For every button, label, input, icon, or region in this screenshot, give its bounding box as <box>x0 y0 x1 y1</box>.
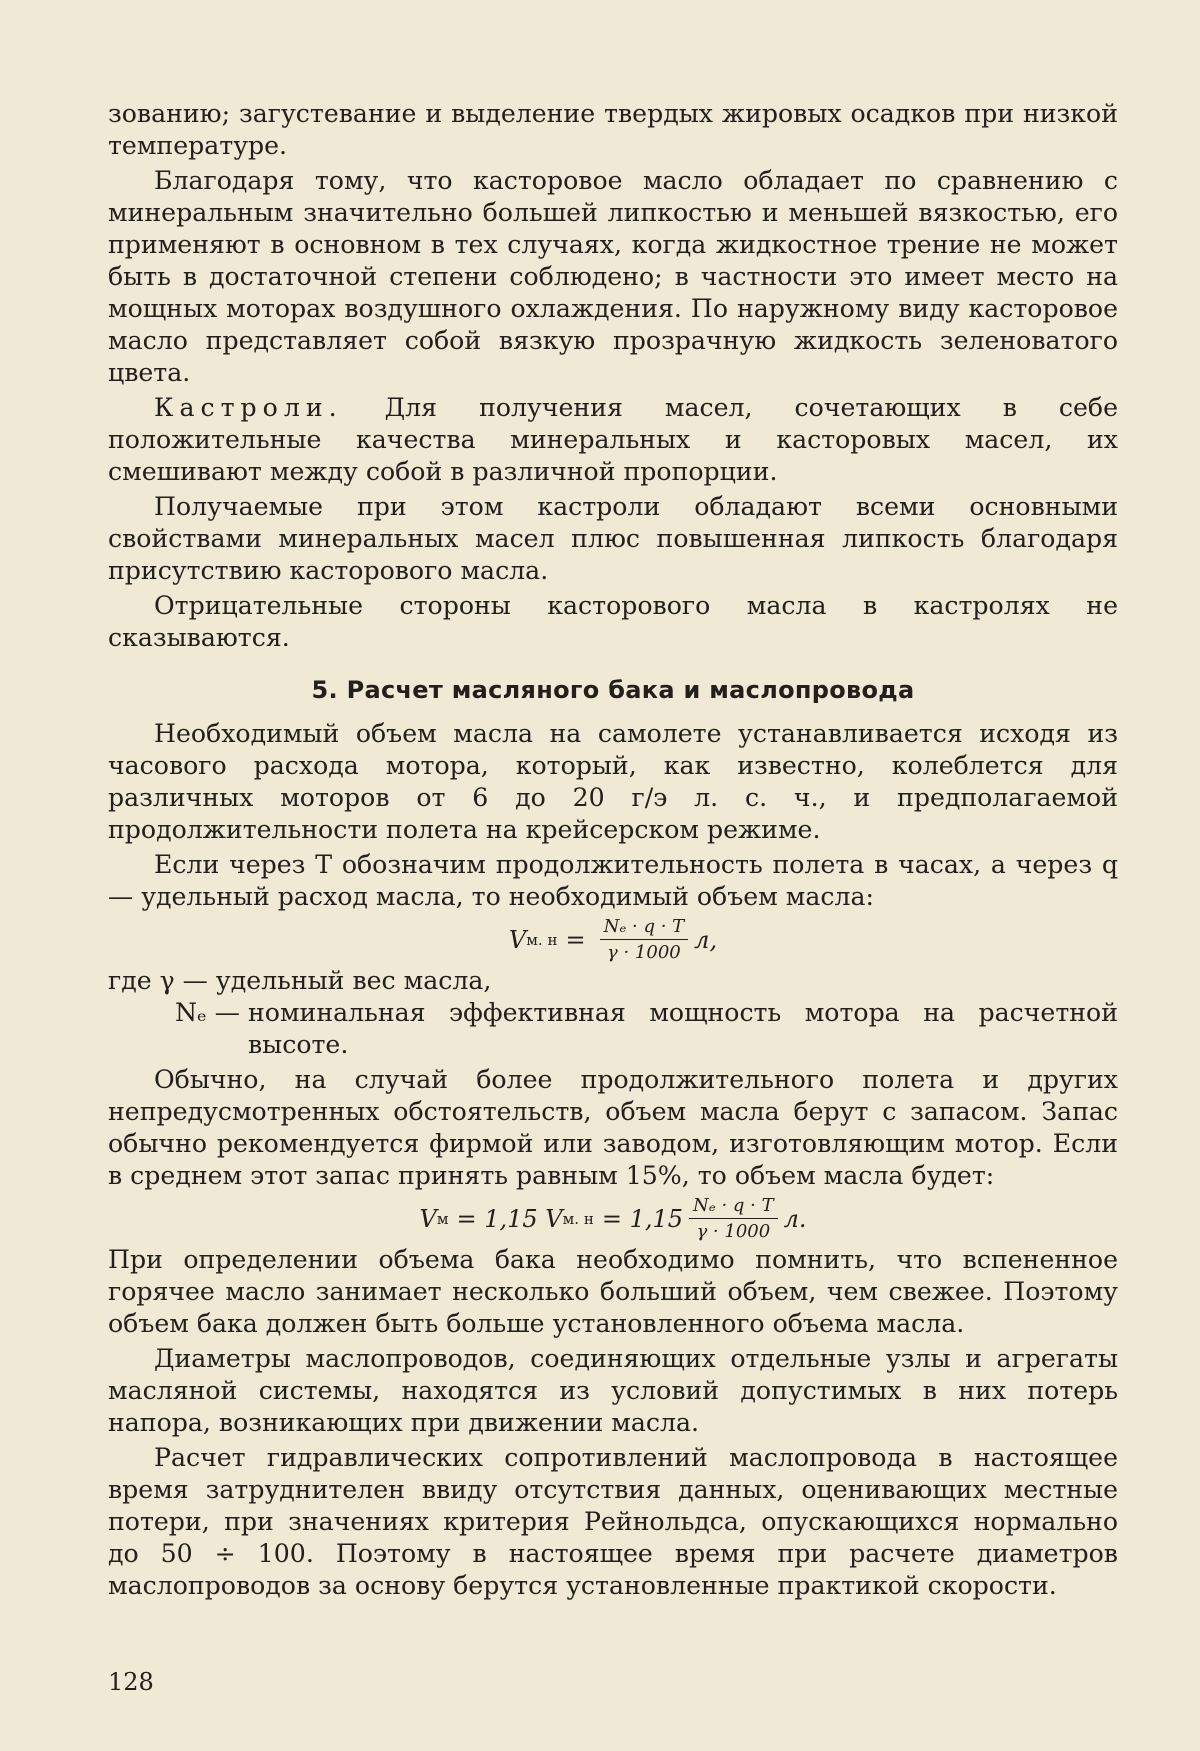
formula2-lhs-sub: м <box>436 1209 449 1228</box>
formula2-fraction <box>689 1195 778 1242</box>
where-desc: номинальная эффективная мощность мотора на расчетной высоте. <box>248 998 1118 1059</box>
where-list <box>108 965 1118 1061</box>
paragraph-castor-oil: Благодаря тому, что касторовое масло обладает по сравнению с минеральным значительно большей липкостью и меньшей вязкостью, его применяют в основном в тех случаях, когда жидкостное трение не может быть в достаточной степени соблюдено; в частности это имеет место на мощных моторах воздушного охлаждения. По наружному виду касторовое масло представляет собой вязкую прозрачную жидкость зеленоватого цвета. <box>108 166 1118 387</box>
section-title: 5. Расчет масляного бака и маслопровода <box>311 676 915 704</box>
paragraph-negative-sides: Отрицательные стороны касторового масла в кастролях не сказываются. <box>108 591 1118 652</box>
paragraph-usually: Обычно, на случай более продолжительного полета и других непредусмотренных обстоятельств, объем масла берут с запасом. Запас обычно рекомендуется фирмой или заводом, изготовляющим мотор. Если в среднем этот запас принять равным 15%, то объем масла будет: <box>108 1065 1118 1190</box>
paragraph-foamed-oil: При определении объема бака необходимо помнить, что вспененное горячее масло занимает несколько больший объем, чем свежее. Поэтому объем бака должен быть больше установленного объема масла. <box>108 1245 1118 1338</box>
formula2-mid-sub: м. н <box>562 1209 594 1228</box>
paragraph-definitions: Если через T обозначим продолжительность полета в часах, а через q — удельный расход масла, то необходимый объем масла: <box>108 850 1118 911</box>
formula1-eq: = <box>565 925 586 954</box>
paragraph-kastroli <box>108 392 1118 488</box>
formula2-rhs: = 1,15 <box>601 1204 684 1233</box>
where-item <box>108 997 1118 1061</box>
page-number: 128 <box>108 1668 154 1696</box>
paragraph-oil-volume: Необходимый объем масла на самолете устанавливается исходя из часового расхода мотора, который, как известно, колеблется для различных моторов от 6 до 20 г/э л. с. ч., и предполагаемой продолжительности полета на крейсерском режиме. <box>108 719 1118 844</box>
paragraph-kastroli-properties: Получаемые при этом кастроли обладают всеми основными свойствами минеральных масел плюс повышенная липкость благодаря присутствию касторового масла. <box>108 492 1118 585</box>
formula2-unit: л. <box>783 1204 807 1233</box>
formula1-lhs-sub: м. н <box>526 930 558 949</box>
kastroli-term: Кастроли. <box>154 393 343 422</box>
paragraph-diameters: Диаметры маслопроводов, соединяющих отдельные узлы и агрегаты масляной системы, находятся из условий допустимых в них потерь напора, возникающих при движении масла. <box>108 1344 1118 1437</box>
formula2-lhs: V <box>419 1204 437 1233</box>
paragraph-hydraulic-resistance: Расчет гидравлических сопротивлений маслопровода в настоящее время затруднителен ввиду отсутствия данных, оценивающих местные потери, при значениях критерия Рейнольдса, опускающихся нормально до 50 ÷ 100. Поэтому в настоящее время при расчете диаметров маслопроводов за основу берутся установленные практикой скорости. <box>108 1443 1118 1600</box>
where-term: Nₑ — <box>175 998 240 1027</box>
formula1-fraction <box>600 916 689 963</box>
where-desc: удельный вес масла, <box>215 966 492 995</box>
formula2-numerator: Nₑ · q · T <box>689 1195 778 1219</box>
formula2-denominator: γ · 1000 <box>696 1221 771 1242</box>
where-item <box>108 965 1118 997</box>
formula-oil-volume-reserve <box>108 1195 1118 1242</box>
paragraph-continuation: зованию; загустевание и выделение твердых жировых осадков при низкой температуре. <box>108 99 1118 160</box>
formula1-lhs: V <box>508 925 527 954</box>
formula1-numerator: Nₑ · q · T <box>600 916 689 940</box>
kastroli-text: Для получения масел, сочетающих в себе положительные качества минеральных и касторовых масел, их смешивают между собой в различной пропорции. <box>108 393 1118 486</box>
formula2-mid: = 1,15 V <box>456 1204 563 1233</box>
formula1-unit: л, <box>694 925 718 954</box>
formula-oil-volume <box>108 916 1118 963</box>
formula1-denominator: γ · 1000 <box>607 942 681 963</box>
where-term: где γ — <box>108 966 208 995</box>
